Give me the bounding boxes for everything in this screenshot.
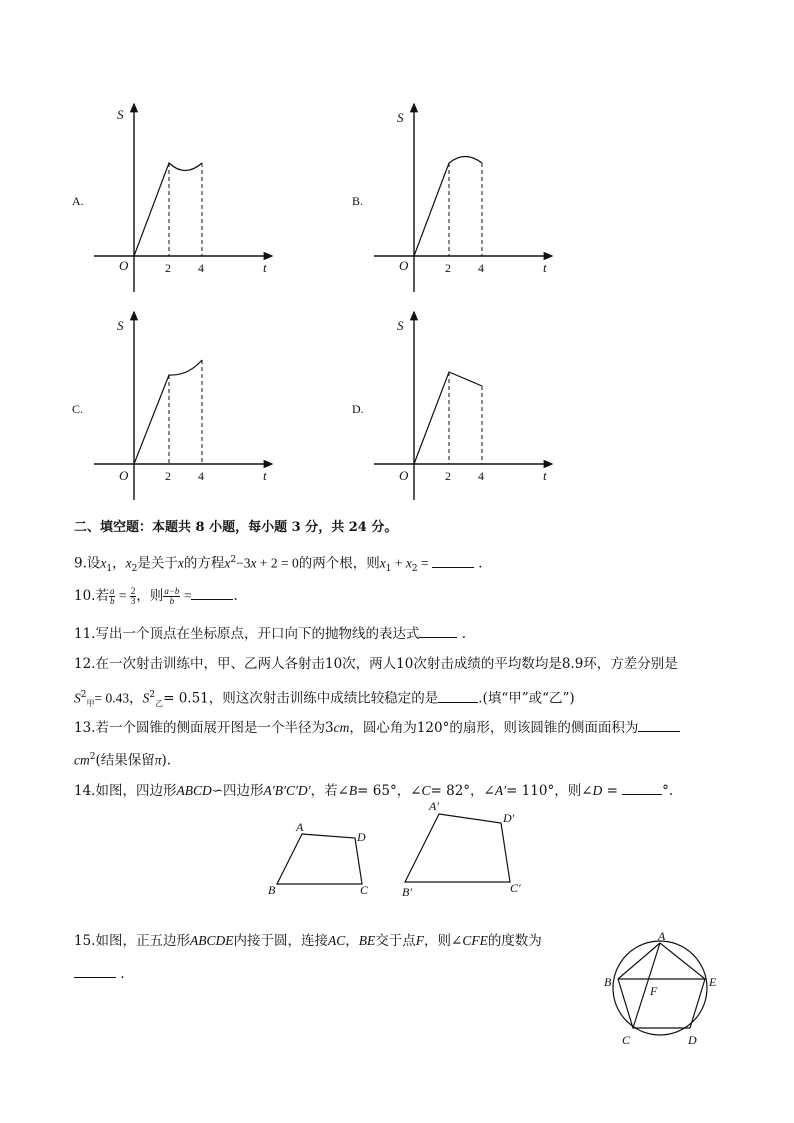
- svg-text:A′: A′: [429, 799, 439, 813]
- option-b-label: B.: [352, 194, 364, 208]
- tick-2: 2: [445, 261, 451, 275]
- svg-text:E: E: [709, 975, 717, 989]
- curve: [414, 157, 482, 257]
- question-13-line1: 13.若一个圆锥的侧面展开图是一个半径为3cm，圆心角为120°的扇形，则该圆锥的侧面面积为: [74, 718, 680, 737]
- q14-figure-large: [392, 796, 542, 900]
- x-label: t: [543, 260, 547, 275]
- graph-option-d: [368, 308, 568, 508]
- option-a-label: A.: [72, 194, 84, 208]
- question-10: 10.若 $\frac{a}{b}$ = $\frac{2}{3}$ ，则 $\frac{a-b}{b}$ = .: [74, 586, 238, 606]
- y-label: S: [117, 107, 124, 122]
- curve: [134, 163, 202, 256]
- tick-4: 4: [478, 469, 484, 483]
- graph-option-c: [88, 308, 288, 508]
- svg-text:B: B: [604, 975, 612, 989]
- answer-blank[interactable]: [74, 964, 116, 978]
- question-12-line1: 12.在一次射击训练中，甲、乙两人各射击10次，两人10次射击成绩的平均数均是8.9环，方差分别是: [74, 656, 678, 672]
- svg-text:A: A: [296, 820, 304, 834]
- question-15-line2: .: [74, 964, 125, 983]
- question-9: 9.设$x_1$，$x_2$是关于x的方程$x^2-3x + 2 = 0$的两个根，则$x_1 + x_2$ = .: [74, 555, 483, 575]
- question-15-line1: 15.如图，正五边形ABCDE内接于圆，连接AC，BE交于点F，则∠CFE的度数为: [74, 933, 542, 949]
- tick-4: 4: [478, 261, 484, 275]
- tick-4: 4: [198, 261, 204, 275]
- option-c-label: C.: [72, 402, 84, 416]
- y-label: S: [397, 318, 404, 333]
- svg-text:D: D: [357, 830, 366, 844]
- q14-figure-small: [262, 816, 382, 898]
- svg-text:C: C: [360, 883, 369, 897]
- question-12-line2: $S^2_甲= 0.43$，$S^2_乙= 0.51$，则这次射击训练中成绩比较稳定的是 .(填“甲”或“乙”): [74, 690, 575, 709]
- graph-option-b: [368, 100, 568, 300]
- tick-2: 2: [165, 261, 171, 275]
- svg-text:F: F: [650, 984, 658, 998]
- section-title: 二、填空题：本题共 8 小题，每小题 3 分，共 24 分。: [74, 520, 398, 535]
- question-13-line2: $cm^2$(结果保留π).: [74, 752, 172, 769]
- x-label: t: [263, 260, 267, 275]
- svg-text:B′: B′: [402, 885, 412, 899]
- svg-text:D′: D′: [503, 811, 515, 825]
- y-label: S: [397, 110, 404, 125]
- curve: [134, 360, 202, 464]
- svg-text:C: C: [622, 1033, 631, 1047]
- question-14: 14.如图，四边形ABCD∽四边形A′B′C′D′，若∠B= 65°，∠C= 82°，∠A′= 110°，则∠D = °.: [74, 783, 674, 799]
- question-11: 11.写出一个顶点在坐标原点，开口向下的抛物线的表达式 .: [74, 626, 467, 642]
- y-label: S: [117, 318, 124, 333]
- q15-pentagon-figure: [596, 930, 726, 1050]
- answer-blank[interactable]: [419, 624, 457, 638]
- svg-text:A: A: [658, 930, 666, 943]
- option-d-label: D.: [352, 402, 364, 416]
- graph-option-a: [88, 100, 288, 300]
- answer-blank[interactable]: [622, 781, 662, 795]
- svg-text:D: D: [688, 1033, 697, 1047]
- curve: [414, 372, 482, 464]
- origin-label: O: [119, 468, 129, 483]
- x-label: t: [543, 468, 547, 483]
- answer-blank[interactable]: [191, 586, 233, 600]
- x-label: t: [263, 468, 267, 483]
- origin-label: O: [119, 258, 129, 273]
- answer-blank[interactable]: [432, 554, 474, 568]
- origin-label: O: [399, 468, 409, 483]
- origin-label: O: [399, 258, 409, 273]
- tick-4: 4: [198, 469, 204, 483]
- answer-blank[interactable]: [438, 689, 478, 703]
- tick-2: 2: [445, 469, 451, 483]
- svg-text:B: B: [268, 883, 276, 897]
- svg-text:C′: C′: [510, 881, 521, 895]
- answer-blank[interactable]: [638, 718, 680, 732]
- tick-2: 2: [165, 469, 171, 483]
